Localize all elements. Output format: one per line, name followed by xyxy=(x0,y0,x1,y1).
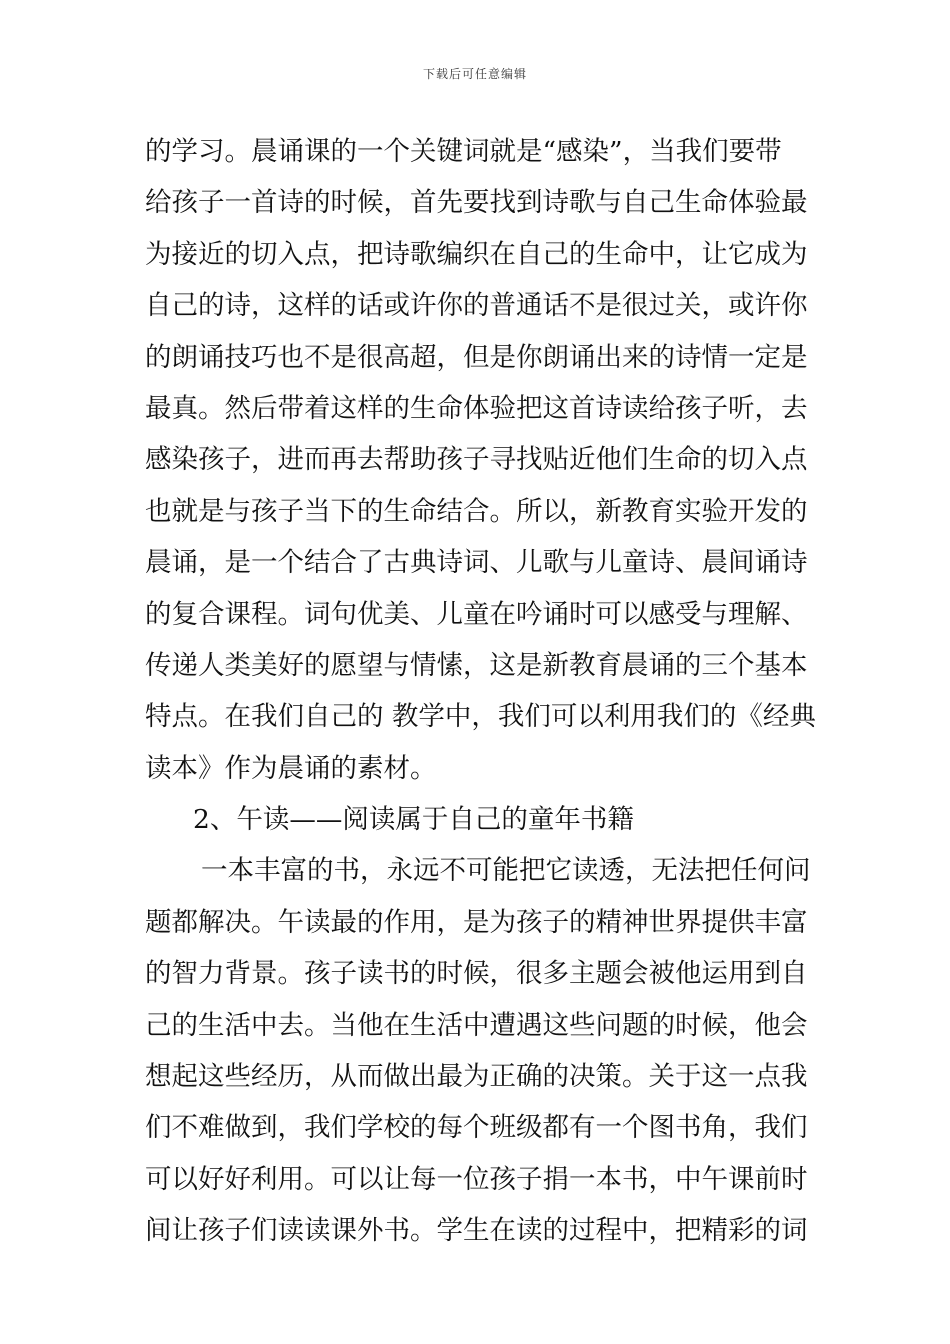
text-line: 给孩子一首诗的时候，首先要找到诗歌与自己生命体验最 xyxy=(145,187,808,219)
text-line: 题都解决。午读最的作用，是为孩子的精神世界提供丰富 xyxy=(145,906,808,938)
paragraph-first-line: 一本丰富的书，永远不可能把它读透，无法把任何问 xyxy=(201,855,811,887)
text-line: 的朗诵技巧也不是很高超，但是你朗诵出来的诗情一定是 xyxy=(145,341,808,373)
document-body xyxy=(145,126,820,1257)
text-line: 的复合课程。词句优美、儿童在吟诵时可以感受与理解、 xyxy=(145,598,808,630)
text-line: 传递人类美好的愿望与情愫，这是新教育晨诵的三个基本 xyxy=(145,649,808,681)
text-line: 己的生活中去。当他在生活中遭遇这些问题的时候，他会 xyxy=(145,1009,808,1041)
section-heading: 2、午读——阅读属于自己的童年书籍 xyxy=(193,804,634,836)
text-line: 间让孩子们读读课外书。学生在读的过程中，把精彩的词 xyxy=(145,1215,808,1247)
text-line: 的学习。晨诵课的一个关键词就是“感染”，当我们要带 xyxy=(145,136,782,167)
text-line: 为接近的切入点，把诗歌编织在自己的生命中，让它成为 xyxy=(145,238,808,270)
text-line: 的智力背景。孩子读书的时候，很多主题会被他运用到自 xyxy=(145,958,808,990)
text-line: 也就是与孩子当下的生命结合。所以，新教育实验开发的 xyxy=(145,495,808,527)
text-line: 晨诵，是一个结合了古典诗词、儿歌与儿童诗、晨间诵诗 xyxy=(145,547,808,579)
text-line: 想起这些经历，从而做出最为正确的决策。关于这一点我 xyxy=(145,1061,808,1093)
text-line: 可以好好利用。可以让每一位孩子捐一本书，中午课前时 xyxy=(145,1163,808,1195)
text-line: 们不难做到，我们学校的每个班级都有一个图书角，我们 xyxy=(145,1112,808,1144)
text-line: 特点。在我们自己的 教学中，我们可以利用我们的《经典 xyxy=(145,701,816,733)
text-line: 读本》作为晨诵的素材。 xyxy=(145,752,437,784)
text-line: 最真。然后带着这样的生命体验把这首诗读给孩子听，去 xyxy=(145,392,808,424)
text-line: 感染孩子，进而再去帮助孩子寻找贴近他们生命的切入点 xyxy=(145,444,808,476)
text-line: 自己的诗，这样的话或许你的普通话不是很过关，或许你 xyxy=(145,290,808,322)
page-header: 下载后可任意编辑 xyxy=(422,67,527,81)
